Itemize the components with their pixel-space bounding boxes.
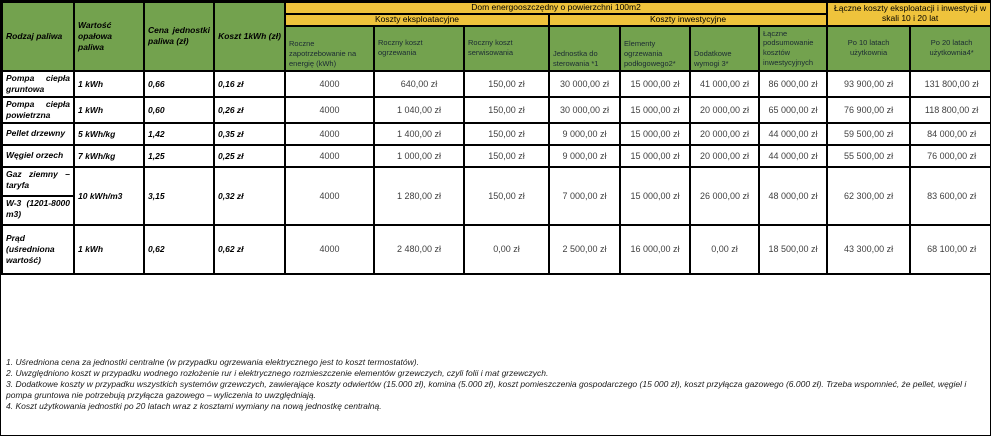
floor-heating-cell: 15 000,00 zł (620, 71, 690, 97)
calorific-cell: 1 kWh (74, 97, 144, 123)
fuel-type-header: Rodzaj paliwa (2, 2, 74, 71)
fuel-cell (2, 167, 74, 225)
annual-energy-header: Roczne zapotrzebowanie na energię (kWh) (285, 26, 374, 71)
investment-costs-banner: Koszty inwestycyjne (549, 14, 827, 26)
footnote-4: 4. Koszt użytkowania jednostki po 20 latach wraz z kosztami wymiany na nową jednostkę centralną. (6, 401, 382, 412)
heating-cost-cell: 2 480,00 zł (374, 225, 464, 274)
fuel-cell: Pellet drzewny (2, 123, 74, 145)
energy-cell: 4000 (285, 167, 374, 225)
fuel-cell: Pompa ciepła gruntowa (2, 71, 74, 97)
fuel-name-tariff-code: W-3 (1201-8000 m3) (6, 197, 70, 219)
table-row (2, 167, 991, 225)
footnotes (6, 357, 986, 413)
table-row (2, 145, 991, 167)
cost-kwh-cell: 0,35 zł (214, 123, 285, 145)
control-unit-header: Jednostka do sterowania *1 (549, 26, 620, 71)
price-cell: 0,62 (144, 225, 214, 274)
control-unit-cell: 9 000,00 zł (549, 123, 620, 145)
heating-cost-cell: 640,00 zł (374, 71, 464, 97)
price-cell: 0,66 (144, 71, 214, 97)
heating-cost-cell: 1 040,00 zł (374, 97, 464, 123)
control-unit-cell: 30 000,00 zł (549, 71, 620, 97)
calorific-cell: 10 kWh/m3 (74, 167, 144, 225)
heating-cost-cell: 1 400,00 zł (374, 123, 464, 145)
exploitation-costs-banner: Koszty eksploatacyjne (285, 14, 549, 26)
additional-cost-cell: 41 000,00 zł (690, 71, 759, 97)
annual-heating-header: Roczny koszt ogrzewania (374, 26, 464, 71)
investment-total-cell: 48 000,00 zł (759, 167, 827, 225)
table-row (2, 225, 991, 274)
cost-10y-cell: 55 500,00 zł (827, 145, 910, 167)
service-cost-cell: 0,00 zł (464, 225, 549, 274)
investment-total-cell: 65 000,00 zł (759, 97, 827, 123)
control-unit-cell: 7 000,00 zł (549, 167, 620, 225)
price-cell: 1,25 (144, 145, 214, 167)
cost-20y-cell: 118 800,00 zł (910, 97, 991, 123)
investment-total-cell: 86 000,00 zł (759, 71, 827, 97)
table-row (2, 97, 991, 123)
cost-kwh-header: Koszt 1kWh (zł) (214, 2, 285, 71)
floor-heating-cell: 15 000,00 zł (620, 167, 690, 225)
additional-cost-cell: 0,00 zł (690, 225, 759, 274)
service-cost-cell: 150,00 zł (464, 167, 549, 225)
calorific-cell: 1 kWh (74, 71, 144, 97)
cost-10y-cell: 62 300,00 zł (827, 167, 910, 225)
cost-kwh-cell: 0,16 zł (214, 71, 285, 97)
calorific-cell: 5 kWh/kg (74, 123, 144, 145)
price-cell: 1,42 (144, 123, 214, 145)
cost-kwh-cell: 0,25 zł (214, 145, 285, 167)
additional-cost-cell: 26 000,00 zł (690, 167, 759, 225)
energy-cell: 4000 (285, 71, 374, 97)
floor-heating-header: Elementy ogrzewania podłogowego2* (620, 26, 690, 71)
annual-service-header: Roczny koszt serwisowania (464, 26, 549, 71)
heating-cost-table (1, 1, 991, 275)
additional-req-header: Dodatkowe wymogi 3* (690, 26, 759, 71)
control-unit-cell: 2 500,00 zł (549, 225, 620, 274)
price-cell: 3,15 (144, 167, 214, 225)
service-cost-cell: 150,00 zł (464, 145, 549, 167)
control-unit-cell: 30 000,00 zł (549, 97, 620, 123)
after-10y-header: Po 10 latach użytkownia (827, 26, 910, 71)
fuel-cell: Węgiel orzech (2, 145, 74, 167)
energy-cell: 4000 (285, 145, 374, 167)
fuel-cell: Prąd (uśredniona wartość) (2, 225, 74, 274)
cost-kwh-cell: 0,62 zł (214, 225, 285, 274)
service-cost-cell: 150,00 zł (464, 71, 549, 97)
cost-20y-cell: 131 800,00 zł (910, 71, 991, 97)
cost-20y-cell: 76 000,00 zł (910, 145, 991, 167)
cost-20y-cell: 84 000,00 zł (910, 123, 991, 145)
additional-cost-cell: 20 000,00 zł (690, 123, 759, 145)
cost-10y-cell: 43 300,00 zł (827, 225, 910, 274)
control-unit-cell: 9 000,00 zł (549, 145, 620, 167)
heating-cost-cell: 1 000,00 zł (374, 145, 464, 167)
fuel-cell: Pompa ciepła powietrzna (2, 97, 74, 123)
investment-total-cell: 44 000,00 zł (759, 145, 827, 167)
additional-cost-cell: 20 000,00 zł (690, 97, 759, 123)
floor-heating-cell: 15 000,00 zł (620, 123, 690, 145)
calorific-cell: 7 kWh/kg (74, 145, 144, 167)
cost-20y-cell: 68 100,00 zł (910, 225, 991, 274)
cost-kwh-cell: 0,32 zł (214, 167, 285, 225)
floor-heating-cell: 16 000,00 zł (620, 225, 690, 274)
table-row (2, 71, 991, 97)
house-type-banner: Dom energooszczędny o powierzchni 100m2 (285, 2, 827, 14)
additional-cost-cell: 20 000,00 zł (690, 145, 759, 167)
calorific-cell: 1 kWh (74, 225, 144, 274)
cost-10y-cell: 93 900,00 zł (827, 71, 910, 97)
footnote-2: 2. Uwzględniono koszt w przypadku wodnego rozłożenie rur i elektrycznego rozmieszczenie elementów grzewczych, czyli folii i mat grzewczych. (6, 368, 549, 379)
service-cost-cell: 150,00 zł (464, 97, 549, 123)
header-row-banner-1 (2, 2, 991, 14)
investment-total-cell: 18 500,00 zł (759, 225, 827, 274)
after-20y-header: Po 20 latach użytkownia4* (910, 26, 991, 71)
price-cell: 0,60 (144, 97, 214, 123)
calorific-header: Wartość opałowa paliwa (74, 2, 144, 71)
heating-cost-cell: 1 280,00 zł (374, 167, 464, 225)
energy-cell: 4000 (285, 97, 374, 123)
energy-cell: 4000 (285, 225, 374, 274)
footnote-3: 3. Dodatkowe koszty w przypadku wszystkich systemów grzewczych, zawierające koszty odwiertów (15.000 zł), komina (5.000 zł), koszt pomieszczenia gospodarczego (15 000 zł), koszt przyłącza gazowego (6.000 zł). Trzeba wspomnieć, że pellet, węgiel i pompa gruntowa nie potrzebują przyłącza gazowego – wyliczenia to uwzględniają. (6, 379, 967, 401)
footnote-1: 1. Uśredniona cena za jednostki centralne (w przypadku ogrzewania elektrycznego jest to koszt termostatów). (6, 357, 419, 367)
floor-heating-cell: 15 000,00 zł (620, 97, 690, 123)
floor-heating-cell: 15 000,00 zł (620, 145, 690, 167)
investment-total-cell: 44 000,00 zł (759, 123, 827, 145)
service-cost-cell: 150,00 zł (464, 123, 549, 145)
cost-10y-cell: 59 500,00 zł (827, 123, 910, 145)
cost-kwh-cell: 0,26 zł (214, 97, 285, 123)
unit-price-header: Cena jednostki paliwa (zł) (144, 2, 214, 71)
energy-cell: 4000 (285, 123, 374, 145)
fuel-name-tariff: Gaz ziemny – taryfa (3, 168, 73, 197)
cost-10y-cell: 76 900,00 zł (827, 97, 910, 123)
table-row (2, 123, 991, 145)
investment-sum-header: Łączne podsumowanie kosztów inwestycyjnych (759, 26, 827, 71)
total-costs-banner: Łączne koszty eksploatacji i inwestycji w skali 10 i 20 lat (827, 2, 991, 26)
cost-20y-cell: 83 600,00 zł (910, 167, 991, 225)
